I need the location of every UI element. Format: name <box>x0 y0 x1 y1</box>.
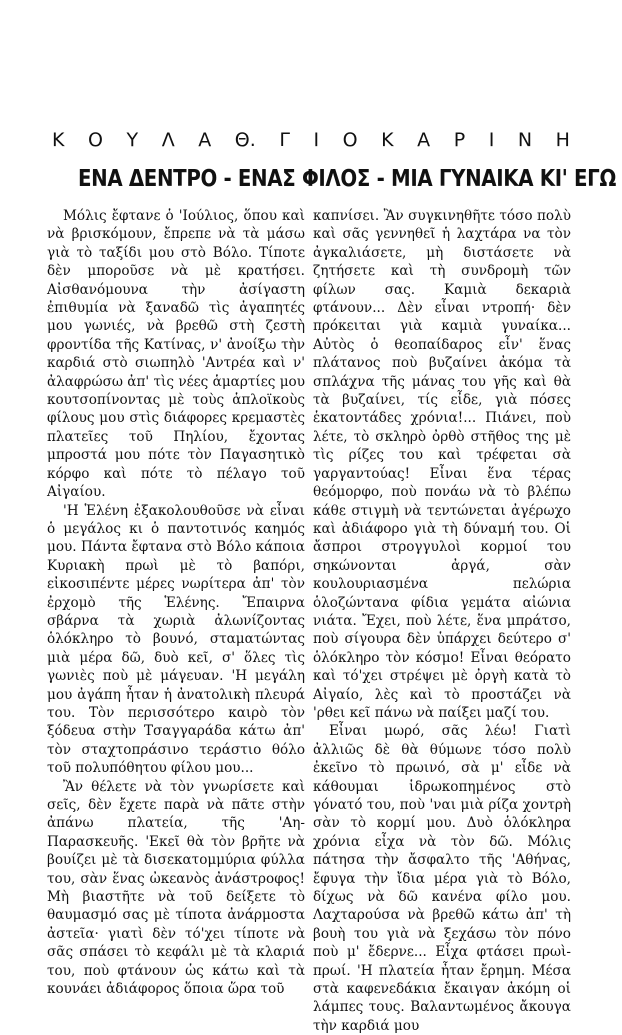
author-letter: Υ <box>126 129 139 151</box>
author-letter: Ρ <box>453 129 466 151</box>
author-name <box>52 126 570 154</box>
author-letter: Ο <box>88 129 103 151</box>
left-column <box>47 207 305 998</box>
author-letter: Κ <box>381 129 394 151</box>
author-letter: Γ <box>279 129 290 151</box>
author-letter: Θ. <box>234 129 256 151</box>
author-letter: Α <box>417 129 431 151</box>
paragraph: Μόλις ἔφτανε ὁ 'Ιούλιος, ὅπου καὶ νὰ βρισκόμουν, ἔπρεπε νὰ τὰ μάσω γιὰ τὸ ταξίδι μου στὸ Βόλο. Τίποτε δὲν μποροῦσε νὰ μὲ κρατήσει. Αἰσθανόμουνα τὴν ἀσίγαστη ἐπιθυμία νὰ ξαναδῶ τὶς ἀγαπητές μου γωνιές, νὰ βρεθῶ στὴ ζεστὴ φροντίδα τῆς Κατίνας, ν' ἀνοίξω τὴν καρδιά στὸ σιωπηλὸ 'Αντρέα καὶ ν' ἀλαφρώσω ἀπ' τὶς νέες ἁμαρτίες μου κουτσοπίνοντας μὲ τοὺς ἁπλοϊκοὺς φίλους μου στὶς διάφορες κρεμαστὲς πλατεῖες τοῦ Πηλίου, ἔχοντας μπροστά μου πότε τὸν Παγασητικὸ κόρφο καὶ πότε τὸ πέλαγο τοῦ Αἰγαίου. <box>47 208 305 501</box>
paragraph-continuation: καπνίσει. Ἂν συγκινηθῆτε τόσο πολὺ καὶ σᾶς γεννηθεῖ ἡ λαχτάρα να τὸν ἀγκαλιάσετε, μὴ διστάσετε νὰ ζητήσετε καὶ τὴ συνδρομὴ τῶν φίλων σας. Καμιὰ δεκαριὰ φτάνουν... Δὲν εἶναι ντροπή· δὲν πρόκειται γιὰ καμιὰ γυναίκα... Αὐτὸς ὁ θεοπαίδαρος εἶν' ἕνας πλάτανος ποὺ βυζαίνει ἀκόμα τὰ σπλάχνα τῆς μάνας του γῆς καὶ θὰ τὰ βυζαίνει, τίς εἶδε, γιὰ πόσες ἑκατοντάδες χρόνια!... Πιάνει, ποὺ λέτε, τὸ σκληρὸ ὀρθὸ στῆθος της μὲ τὶς ρίζες του καὶ τρέφεται σὰ γαργαντούας! Εἶναι ἕνα τέρας θεόμορφο, ποὺ πονάω νὰ τὸ βλέπω κάθε στιγμὴ νὰ τεντώνεται ἀγέρωχο καὶ ἀδιάφορο γιὰ τὴ δύναμή του. Οἱ ἄσπροι στρογγυλοὶ κορμοί του σηκώνονται ἀργά, σὰν κουλουριασμένα πελώρια ὁλοζώντανα φίδια γεμάτα αἰώνια νιάτα. Ἔχει, ποὺ λέτε, ἕνα μπράτσο, ποὺ σίγουρα δὲν ὑπάρχει δεύτερο σ' ὁλόκληρο τὸν κόσμο! Εἶναι θεόρατο καὶ τό'χει στρέψει μὲ ὀργὴ κατὰ τὸ Αἰγαίο, λὲς καὶ τὸ προστάζει νὰ 'ρθει κεῖ πάνω νὰ παίξει μαζί του. <box>313 208 571 721</box>
right-column <box>313 207 571 1035</box>
paragraph: Εἶναι μωρό, σᾶς λέω! Γιατὶ ἀλλιῶς δὲ θὰ θύμωνε τόσο πολὺ ἐκεῖνο τὸ πρωινό, σὰ μ' εἶδε νὰ κάθουμαι ἱδρωκοπημένος στὸ γόνατό του, ποὺ 'ναι μιὰ ρίζα χοντρὴ σὰν τὸ κορμί μου. Δυὸ ὁλόκληρα χρόνια εἶχα νὰ τὸν δῶ. Μόλις πάτησα τὴν ἄσφαλτο τῆς 'Αθήνας, ἔφυγα τὴν ἴδια μέρα γιὰ τὸ Βόλο, δίχως νὰ δῶ κανένα φίλο μου. Λαχταρούσα νὰ βρεθῶ κάτω ἀπ' τὴ βουὴ του γιὰ νὰ ξεχάσω τὸν πόνο ποὺ μ' ἔδερνε... Εἶχα φτάσει πρωὶ-πρωί. 'Η πλατεία ἦταν ἔρημη. Μέσα στὰ καφενεδάκια ἔκαιγαν ἀκόμη οἱ λάμπες τους. Βαλαντωμένος ἄκουγα τὴν καρδιά μου <box>313 723 571 1034</box>
author-letter: Ο <box>342 129 358 151</box>
author-letter: Κ <box>52 129 65 151</box>
author-letter: Λ <box>161 129 175 151</box>
author-letter: Ι <box>488 129 495 151</box>
paragraph: Ἂν θέλετε νὰ τὸν γνωρίσετε καὶ σεῖς, δὲν ἔχετε παρὰ νὰ πᾶτε στὴν ἀπάνω πλατεία, τῆς 'Αη-Παρασκευῆς. 'Εκεῖ θὰ τὸν βρῆτε νὰ βουίζει μὲ τὰ δισεκατομμύρια φύλλα του, σὰν ἕνας ὠκεανὸς ἀνάστροφος! Μὴ βιαστῆτε νὰ τοῦ δείξετε τὸ θαυμασμό σας μὲ τίποτα ἀνάρμοστα ἀστεῖα· γιατὶ δὲν τό'χει τίποτε νὰ σᾶς σπάσει τὸ κεφάλι μὲ τὰ κλαριά του, ποὺ φτάνουν ὡς κάτω καὶ τὰ κουνάει ἀδιάφορος ὅποια ὥρα τοῦ <box>47 778 305 998</box>
paragraph: 'Η Ἑλένη ἐξακολουθοῦσε νὰ εἶναι ὁ μεγάλος κι ὁ παντοτινός καημός μου. Πάντα ἔφτανα στὸ Βόλο κάποια Κυριακὴ πρωὶ μὲ τὸ βαπόρι, εἰκοσιπέντε μέρες νωρίτερα ἀπ' τὸν ἐρχομὸ τῆς Ἑλένης. Ἔπαιρνα σβάρνα τὰ χωριὰ ἀλωνίζοντας ὁλόκληρο τὸ βουνό, σταματώντας μιὰ μέρα δῶ, δυὸ κεῖ, σ' ὅλες τὶς γωνιὲς ποὺ μὲ μάγευαν. 'Η μεγάλη μου ἀγάπη ἦταν ἡ ἀνατολικὴ πλευρά του. Τὸν περισσότερο καιρὸ τὸν ξόδευα στὴν Τσαγγαράδα κάτω ἀπ' τὸν σταχτοπράσινο τεράστιο θόλο τοῦ πολυπόθητου φίλου μου... <box>47 502 305 777</box>
author-letter: Ι <box>313 129 320 151</box>
author-letter: Α <box>198 129 212 151</box>
author-letter: Η <box>555 129 570 151</box>
story-title: ΕΝΑ ΔΕΝΤΡΟ - ΕΝΑΣ ΦΙΛΟΣ - ΜΙΑ ΓΥΝΑΙΚΑ ΚΙ' ΕΓΩ <box>77 166 616 192</box>
author-letter: Ν <box>517 129 533 151</box>
